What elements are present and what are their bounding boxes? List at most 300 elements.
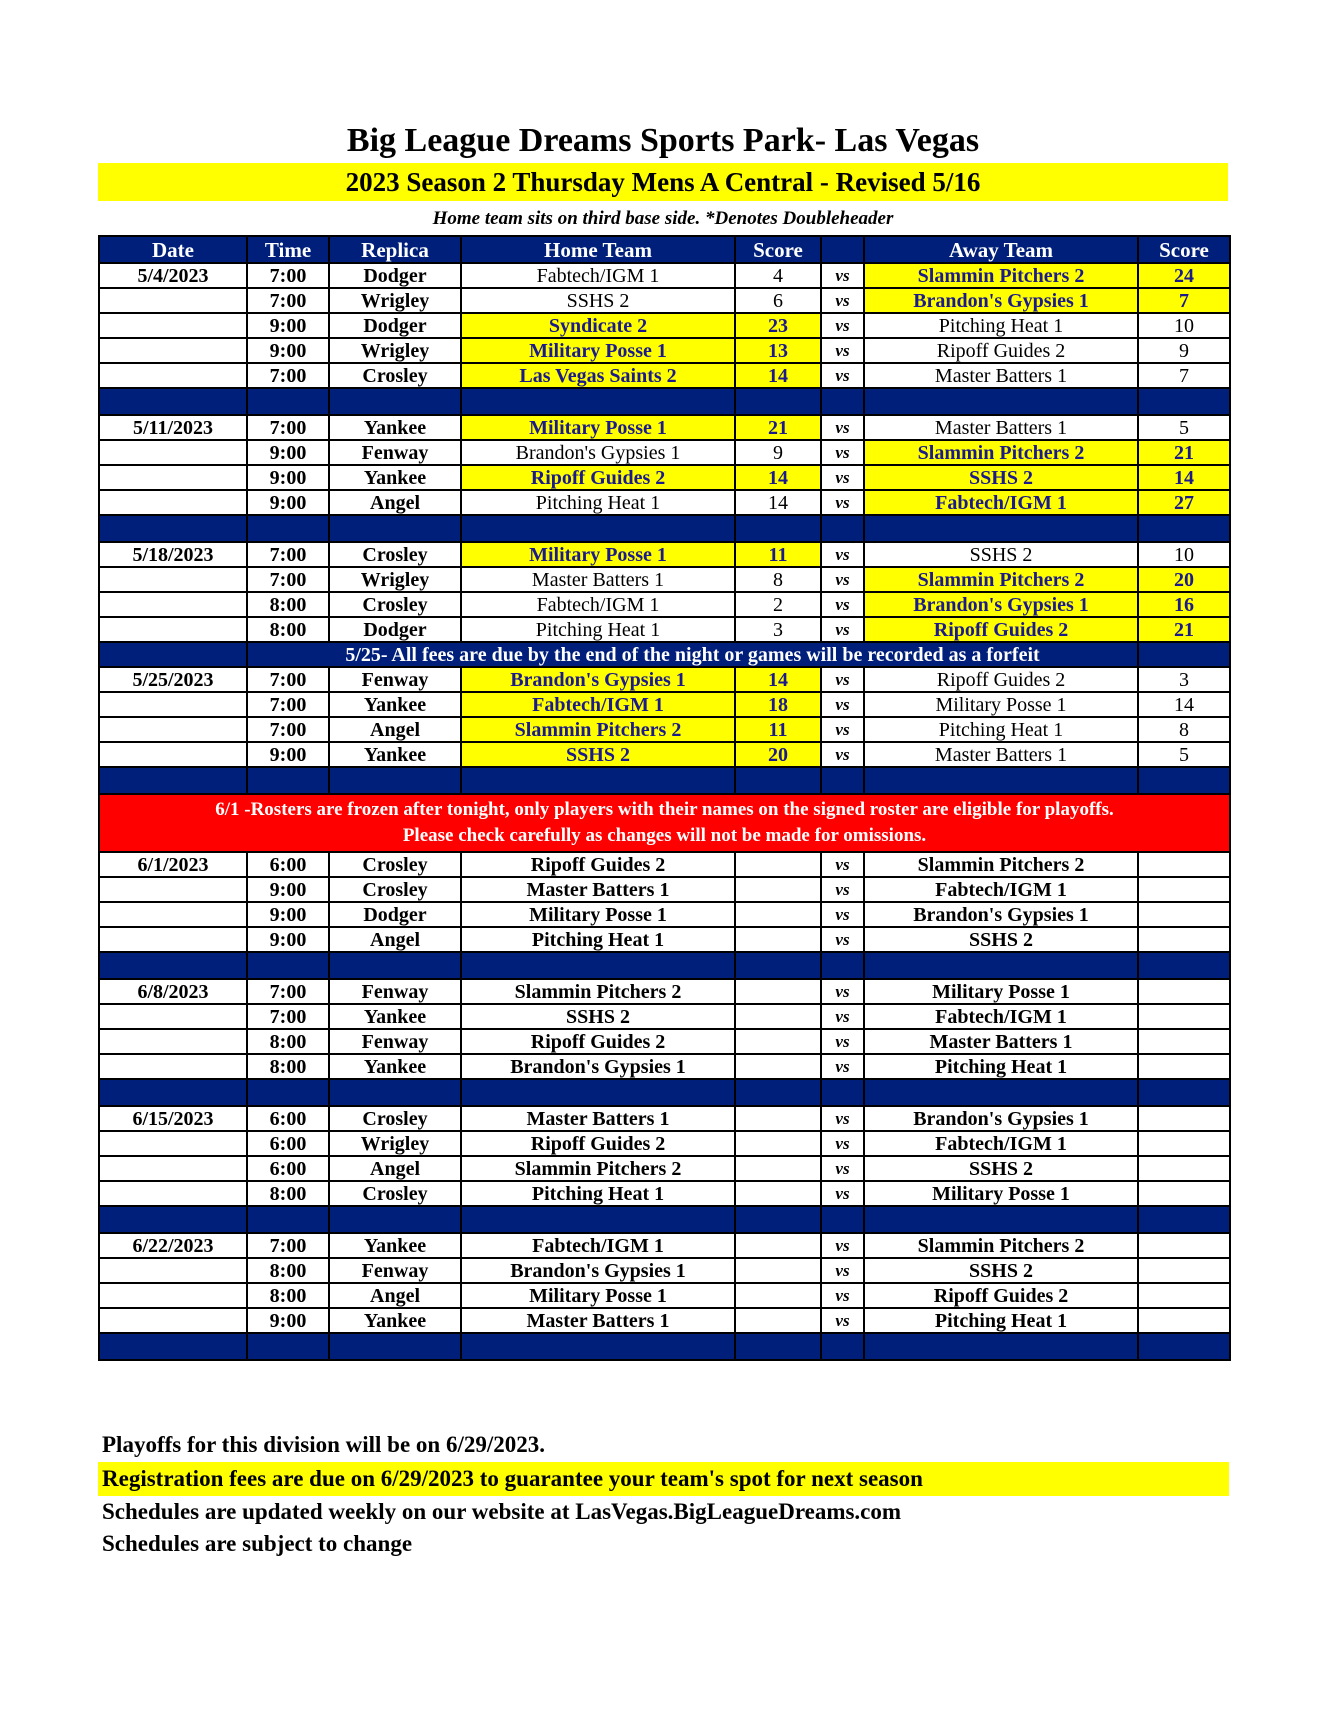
vs-label: vs xyxy=(821,902,864,927)
vs-label: vs xyxy=(821,877,864,902)
header-time: Time xyxy=(247,236,329,263)
home-team: Master Batters 1 xyxy=(461,1308,735,1333)
week-separator xyxy=(99,388,1230,415)
home-team: Pitching Heat 1 xyxy=(461,490,735,515)
game-date xyxy=(99,1308,247,1333)
home-team: Military Posse 1 xyxy=(461,338,735,363)
away-score xyxy=(1138,852,1230,877)
separator-cell xyxy=(1138,1079,1230,1106)
game-time: 8:00 xyxy=(247,617,329,642)
vs-label: vs xyxy=(821,1054,864,1079)
roster-notice-line-1: 6/1 -Rosters are frozen after tonight, only players with their names on the signed roster are eligible for playoffs. xyxy=(215,799,1114,820)
game-date xyxy=(99,742,247,767)
field-replica: Wrigley xyxy=(329,288,461,313)
field-replica: Yankee xyxy=(329,742,461,767)
separator-cell xyxy=(247,1079,329,1106)
home-score: 18 xyxy=(735,692,821,717)
game-date: 5/4/2023 xyxy=(99,263,247,288)
vs-label: vs xyxy=(821,313,864,338)
home-score: 23 xyxy=(735,313,821,338)
separator-cell xyxy=(821,388,864,415)
separator-cell xyxy=(99,767,247,794)
roster-freeze-notice xyxy=(99,794,1230,852)
away-score xyxy=(1138,877,1230,902)
vs-label: vs xyxy=(821,1233,864,1258)
away-team: Master Batters 1 xyxy=(864,1029,1138,1054)
game-row xyxy=(99,617,1230,642)
game-time: 9:00 xyxy=(247,490,329,515)
game-date xyxy=(99,1029,247,1054)
separator-cell xyxy=(461,388,735,415)
away-score xyxy=(1138,1054,1230,1079)
game-date xyxy=(99,1156,247,1181)
field-replica: Angel xyxy=(329,927,461,952)
roster-freeze-notice-row xyxy=(99,794,1230,852)
game-row xyxy=(99,1283,1230,1308)
home-team: Fabtech/IGM 1 xyxy=(461,692,735,717)
home-score xyxy=(735,1283,821,1308)
vs-label: vs xyxy=(821,1131,864,1156)
game-row xyxy=(99,1106,1230,1131)
game-time: 7:00 xyxy=(247,542,329,567)
home-score: 9 xyxy=(735,440,821,465)
field-replica: Yankee xyxy=(329,1054,461,1079)
home-score xyxy=(735,1308,821,1333)
field-replica: Fenway xyxy=(329,440,461,465)
field-replica: Yankee xyxy=(329,1308,461,1333)
separator-cell xyxy=(735,515,821,542)
separator-cell xyxy=(329,1206,461,1233)
game-time: 7:00 xyxy=(247,717,329,742)
away-score: 7 xyxy=(1138,363,1230,388)
game-row xyxy=(99,927,1230,952)
vs-label: vs xyxy=(821,465,864,490)
game-time: 7:00 xyxy=(247,692,329,717)
header-vs xyxy=(821,236,864,263)
separator-cell xyxy=(821,515,864,542)
game-time: 7:00 xyxy=(247,667,329,692)
away-team: SSHS 2 xyxy=(864,465,1138,490)
header-home-score: Score xyxy=(735,236,821,263)
header-away-team: Away Team xyxy=(864,236,1138,263)
away-team: Pitching Heat 1 xyxy=(864,313,1138,338)
game-row xyxy=(99,852,1230,877)
game-date: 6/15/2023 xyxy=(99,1106,247,1131)
page-title: Big League Dreams Sports Park- Las Vegas xyxy=(346,122,980,159)
header-replica: Replica xyxy=(329,236,461,263)
separator-cell xyxy=(735,388,821,415)
game-time: 8:00 xyxy=(247,1258,329,1283)
game-time: 6:00 xyxy=(247,852,329,877)
separator-cell xyxy=(1138,515,1230,542)
separator-cell xyxy=(1138,1206,1230,1233)
vs-label: vs xyxy=(821,567,864,592)
away-score xyxy=(1138,1029,1230,1054)
home-score: 21 xyxy=(735,415,821,440)
home-team: Pitching Heat 1 xyxy=(461,617,735,642)
vs-label: vs xyxy=(821,542,864,567)
field-replica: Dodger xyxy=(329,902,461,927)
separator-cell xyxy=(247,388,329,415)
field-replica: Dodger xyxy=(329,313,461,338)
home-score: 11 xyxy=(735,717,821,742)
home-score: 8 xyxy=(735,567,821,592)
away-score: 7 xyxy=(1138,288,1230,313)
separator-cell xyxy=(99,1333,247,1360)
game-row xyxy=(99,1131,1230,1156)
away-score xyxy=(1138,927,1230,952)
game-time: 6:00 xyxy=(247,1131,329,1156)
week-separator xyxy=(99,952,1230,979)
away-team: SSHS 2 xyxy=(864,542,1138,567)
header-home-team: Home Team xyxy=(461,236,735,263)
separator-cell xyxy=(99,1206,247,1233)
game-time: 6:00 xyxy=(247,1106,329,1131)
home-score: 2 xyxy=(735,592,821,617)
fees-notice-row xyxy=(99,642,1230,667)
field-replica: Wrigley xyxy=(329,338,461,363)
home-score xyxy=(735,1106,821,1131)
game-row xyxy=(99,667,1230,692)
field-replica: Crosley xyxy=(329,1181,461,1206)
away-team: Fabtech/IGM 1 xyxy=(864,877,1138,902)
game-time: 7:00 xyxy=(247,363,329,388)
roster-notice-line-2: Please check carefully as changes will not be made for omissions. xyxy=(402,825,927,846)
field-replica: Crosley xyxy=(329,592,461,617)
game-date xyxy=(99,363,247,388)
vs-label: vs xyxy=(821,617,864,642)
away-team: Brandon's Gypsies 1 xyxy=(864,902,1138,927)
separator-cell xyxy=(329,767,461,794)
home-team: Master Batters 1 xyxy=(461,567,735,592)
home-team: Fabtech/IGM 1 xyxy=(461,263,735,288)
home-score xyxy=(735,927,821,952)
away-score: 24 xyxy=(1138,263,1230,288)
home-score xyxy=(735,1131,821,1156)
vs-label: vs xyxy=(821,1258,864,1283)
separator-cell xyxy=(461,1079,735,1106)
away-team: Brandon's Gypsies 1 xyxy=(864,288,1138,313)
game-date xyxy=(99,1054,247,1079)
away-team: SSHS 2 xyxy=(864,1156,1138,1181)
home-score: 6 xyxy=(735,288,821,313)
home-score: 11 xyxy=(735,542,821,567)
home-team: Pitching Heat 1 xyxy=(461,1181,735,1206)
away-team: Ripoff Guides 2 xyxy=(864,617,1138,642)
away-team: Fabtech/IGM 1 xyxy=(864,490,1138,515)
schedule-table xyxy=(98,235,1231,1361)
game-row xyxy=(99,288,1230,313)
game-time: 7:00 xyxy=(247,1004,329,1029)
away-team: Slammin Pitchers 2 xyxy=(864,263,1138,288)
home-team: Ripoff Guides 2 xyxy=(461,852,735,877)
game-date xyxy=(99,1181,247,1206)
away-score: 3 xyxy=(1138,667,1230,692)
game-row xyxy=(99,313,1230,338)
vs-label: vs xyxy=(821,667,864,692)
home-score: 14 xyxy=(735,667,821,692)
away-team: Pitching Heat 1 xyxy=(864,717,1138,742)
separator-cell xyxy=(735,1206,821,1233)
home-team: Slammin Pitchers 2 xyxy=(461,979,735,1004)
week-separator xyxy=(99,515,1230,542)
away-score: 5 xyxy=(1138,742,1230,767)
away-score: 8 xyxy=(1138,717,1230,742)
game-date xyxy=(99,490,247,515)
away-team: Military Posse 1 xyxy=(864,692,1138,717)
separator-cell xyxy=(247,1206,329,1233)
separator-cell xyxy=(329,1333,461,1360)
game-time: 7:00 xyxy=(247,415,329,440)
home-score xyxy=(735,1029,821,1054)
vs-label: vs xyxy=(821,363,864,388)
separator-cell xyxy=(1138,1333,1230,1360)
vs-label: vs xyxy=(821,338,864,363)
game-time: 8:00 xyxy=(247,1029,329,1054)
home-team: Slammin Pitchers 2 xyxy=(461,1156,735,1181)
home-team-note: Home team sits on third base side. *Denotes Doubleheader xyxy=(432,208,894,229)
season-subtitle: 2023 Season 2 Thursday Mens A Central - Revised 5/16 xyxy=(98,163,1228,201)
change-note: Schedules are subject to change xyxy=(102,1531,413,1556)
week-separator xyxy=(99,1333,1230,1360)
game-date: 6/1/2023 xyxy=(99,852,247,877)
game-time: 8:00 xyxy=(247,1054,329,1079)
vs-label: vs xyxy=(821,1181,864,1206)
away-score xyxy=(1138,1258,1230,1283)
home-score: 13 xyxy=(735,338,821,363)
game-time: 9:00 xyxy=(247,927,329,952)
separator-cell xyxy=(1138,388,1230,415)
field-replica: Dodger xyxy=(329,263,461,288)
away-team: Fabtech/IGM 1 xyxy=(864,1131,1138,1156)
game-date xyxy=(99,1004,247,1029)
separator-cell xyxy=(864,515,1138,542)
away-score: 14 xyxy=(1138,465,1230,490)
separator-cell xyxy=(99,515,247,542)
fees-notice: 5/25- All fees are due by the end of the night or games will be recorded as a forfeit xyxy=(247,642,1138,667)
away-score: 5 xyxy=(1138,415,1230,440)
away-team: Ripoff Guides 2 xyxy=(864,1283,1138,1308)
field-replica: Fenway xyxy=(329,1258,461,1283)
away-team: Fabtech/IGM 1 xyxy=(864,1004,1138,1029)
away-team: Master Batters 1 xyxy=(864,415,1138,440)
home-team: Syndicate 2 xyxy=(461,313,735,338)
separator-cell xyxy=(461,1333,735,1360)
game-row xyxy=(99,542,1230,567)
game-row xyxy=(99,363,1230,388)
separator-cell xyxy=(864,952,1138,979)
separator-cell xyxy=(1138,952,1230,979)
field-replica: Fenway xyxy=(329,979,461,1004)
away-team: Brandon's Gypsies 1 xyxy=(864,592,1138,617)
vs-label: vs xyxy=(821,692,864,717)
game-date: 5/25/2023 xyxy=(99,667,247,692)
away-score xyxy=(1138,1131,1230,1156)
field-replica: Yankee xyxy=(329,1004,461,1029)
separator-cell xyxy=(99,388,247,415)
game-row xyxy=(99,263,1230,288)
schedule-body xyxy=(99,263,1230,1360)
vs-label: vs xyxy=(821,415,864,440)
game-row xyxy=(99,1258,1230,1283)
separator-cell xyxy=(864,388,1138,415)
away-team: Master Batters 1 xyxy=(864,363,1138,388)
vs-label: vs xyxy=(821,1283,864,1308)
field-replica: Angel xyxy=(329,1156,461,1181)
home-team: Fabtech/IGM 1 xyxy=(461,1233,735,1258)
separator-cell xyxy=(1138,767,1230,794)
separator-cell xyxy=(735,1079,821,1106)
field-replica: Crosley xyxy=(329,542,461,567)
home-score xyxy=(735,1004,821,1029)
separator-cell xyxy=(864,1333,1138,1360)
field-replica: Crosley xyxy=(329,1106,461,1131)
separator-cell xyxy=(247,952,329,979)
vs-label: vs xyxy=(821,490,864,515)
separator-cell xyxy=(735,767,821,794)
game-time: 9:00 xyxy=(247,742,329,767)
separator-cell xyxy=(735,952,821,979)
away-team: Ripoff Guides 2 xyxy=(864,338,1138,363)
home-score: 4 xyxy=(735,263,821,288)
field-replica: Fenway xyxy=(329,1029,461,1054)
game-time: 9:00 xyxy=(247,313,329,338)
vs-label: vs xyxy=(821,1004,864,1029)
away-team: Pitching Heat 1 xyxy=(864,1054,1138,1079)
notice-spacer xyxy=(1138,642,1230,667)
away-team: Pitching Heat 1 xyxy=(864,1308,1138,1333)
away-team: Slammin Pitchers 2 xyxy=(864,852,1138,877)
home-team: Brandon's Gypsies 1 xyxy=(461,667,735,692)
away-score: 14 xyxy=(1138,692,1230,717)
game-date xyxy=(99,617,247,642)
home-team: Master Batters 1 xyxy=(461,1106,735,1131)
game-date xyxy=(99,927,247,952)
home-score xyxy=(735,902,821,927)
field-replica: Yankee xyxy=(329,465,461,490)
game-time: 7:00 xyxy=(247,263,329,288)
game-date xyxy=(99,717,247,742)
game-row xyxy=(99,979,1230,1004)
separator-cell xyxy=(461,952,735,979)
separator-cell xyxy=(461,515,735,542)
away-score xyxy=(1138,1283,1230,1308)
away-team: Ripoff Guides 2 xyxy=(864,667,1138,692)
away-score: 21 xyxy=(1138,617,1230,642)
vs-label: vs xyxy=(821,1156,864,1181)
game-time: 6:00 xyxy=(247,1156,329,1181)
away-score xyxy=(1138,1106,1230,1131)
home-team: Ripoff Guides 2 xyxy=(461,1029,735,1054)
separator-cell xyxy=(461,767,735,794)
field-replica: Wrigley xyxy=(329,1131,461,1156)
home-score xyxy=(735,979,821,1004)
game-row xyxy=(99,1156,1230,1181)
game-date xyxy=(99,313,247,338)
separator-cell xyxy=(247,1333,329,1360)
field-replica: Wrigley xyxy=(329,567,461,592)
field-replica: Angel xyxy=(329,717,461,742)
separator-cell xyxy=(821,952,864,979)
home-team: Brandon's Gypsies 1 xyxy=(461,1258,735,1283)
home-score xyxy=(735,852,821,877)
game-row xyxy=(99,338,1230,363)
game-row xyxy=(99,415,1230,440)
header-away-score: Score xyxy=(1138,236,1230,263)
game-time: 7:00 xyxy=(247,1233,329,1258)
vs-label: vs xyxy=(821,263,864,288)
field-replica: Fenway xyxy=(329,667,461,692)
vs-label: vs xyxy=(821,592,864,617)
home-team: SSHS 2 xyxy=(461,1004,735,1029)
away-team: Master Batters 1 xyxy=(864,742,1138,767)
game-time: 7:00 xyxy=(247,979,329,1004)
away-team: Slammin Pitchers 2 xyxy=(864,440,1138,465)
header-date: Date xyxy=(99,236,247,263)
game-row xyxy=(99,465,1230,490)
home-score xyxy=(735,1156,821,1181)
separator-cell xyxy=(864,1079,1138,1106)
home-team: Master Batters 1 xyxy=(461,877,735,902)
home-team: SSHS 2 xyxy=(461,288,735,313)
away-score xyxy=(1138,1156,1230,1181)
home-team: Pitching Heat 1 xyxy=(461,927,735,952)
vs-label: vs xyxy=(821,1308,864,1333)
vs-label: vs xyxy=(821,979,864,1004)
game-date xyxy=(99,465,247,490)
away-score: 16 xyxy=(1138,592,1230,617)
field-replica: Angel xyxy=(329,1283,461,1308)
separator-cell xyxy=(329,952,461,979)
vs-label: vs xyxy=(821,927,864,952)
game-row xyxy=(99,1308,1230,1333)
game-date: 6/22/2023 xyxy=(99,1233,247,1258)
game-row xyxy=(99,1029,1230,1054)
game-time: 9:00 xyxy=(247,877,329,902)
game-time: 8:00 xyxy=(247,592,329,617)
home-score: 14 xyxy=(735,490,821,515)
separator-cell xyxy=(99,1079,247,1106)
playoffs-note: Playoffs for this division will be on 6/29/2023. xyxy=(102,1432,546,1457)
home-team: Military Posse 1 xyxy=(461,415,735,440)
game-row xyxy=(99,1233,1230,1258)
header-row xyxy=(99,236,1230,263)
separator-cell xyxy=(864,1206,1138,1233)
home-score xyxy=(735,877,821,902)
field-replica: Yankee xyxy=(329,415,461,440)
home-score xyxy=(735,1233,821,1258)
away-score: 9 xyxy=(1138,338,1230,363)
home-score xyxy=(735,1258,821,1283)
game-row xyxy=(99,490,1230,515)
game-time: 7:00 xyxy=(247,288,329,313)
game-row xyxy=(99,440,1230,465)
separator-cell xyxy=(247,767,329,794)
home-team: Military Posse 1 xyxy=(461,1283,735,1308)
game-time: 9:00 xyxy=(247,440,329,465)
game-date xyxy=(99,1258,247,1283)
separator-cell xyxy=(99,952,247,979)
vs-label: vs xyxy=(821,742,864,767)
game-date xyxy=(99,592,247,617)
game-time: 8:00 xyxy=(247,1181,329,1206)
separator-cell xyxy=(247,515,329,542)
home-team: SSHS 2 xyxy=(461,742,735,767)
notice-spacer xyxy=(99,642,247,667)
field-replica: Yankee xyxy=(329,1233,461,1258)
field-replica: Yankee xyxy=(329,692,461,717)
away-score xyxy=(1138,902,1230,927)
